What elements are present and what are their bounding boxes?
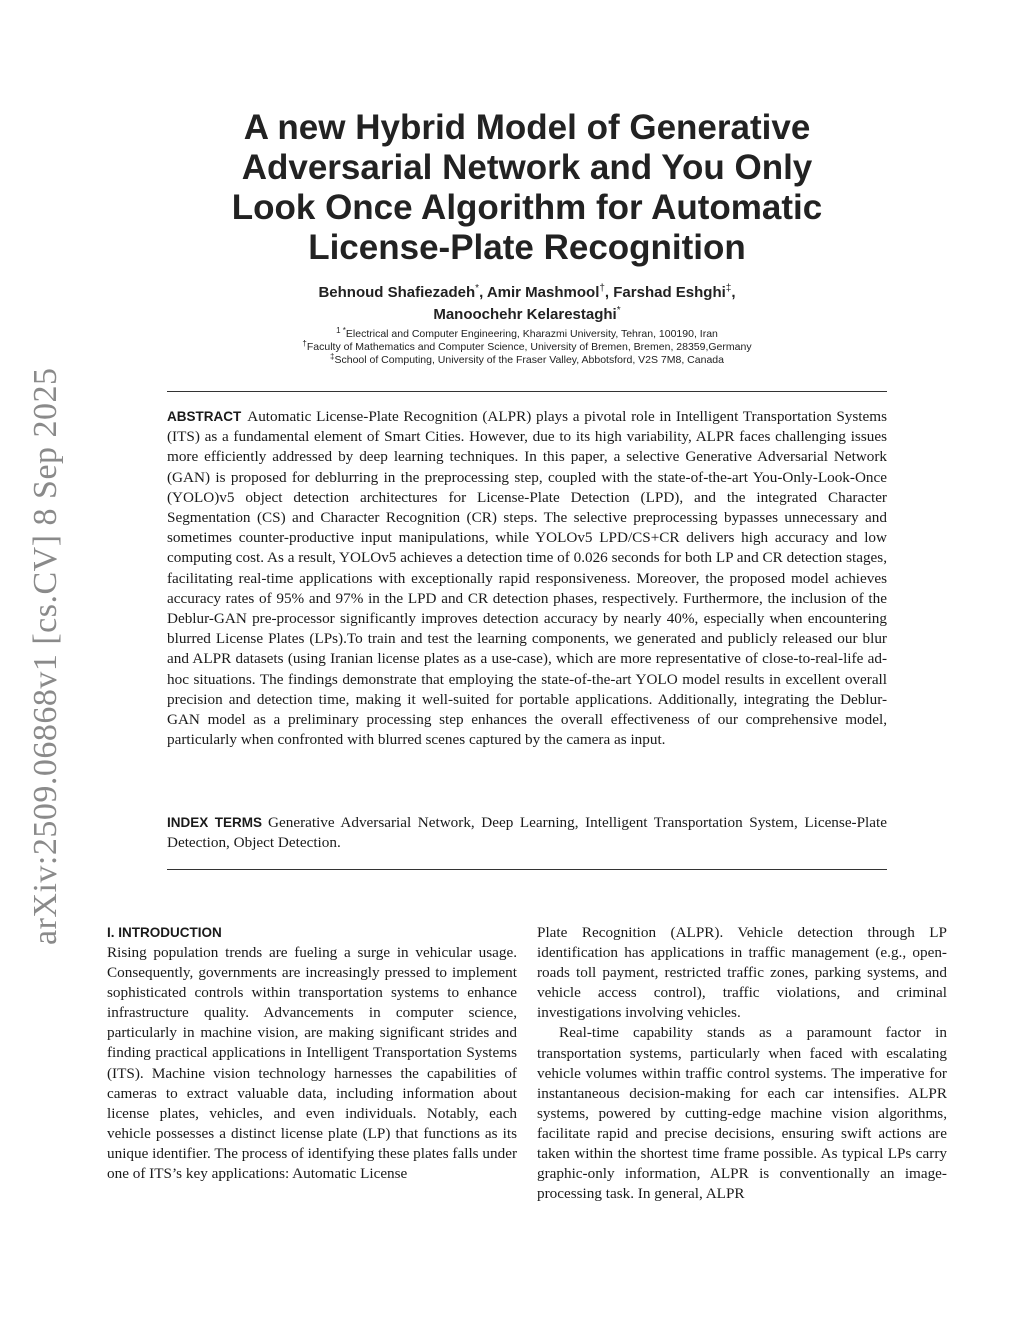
author-line-1 [180, 282, 874, 304]
affiliation-line [200, 328, 854, 341]
abstract-text: Automatic License-Plate Recognition (ALPR) plays a pivotal role in Intelligent Transportation Systems (ITS) as a fundamental element of Smart Cities. However, due to its high variability, ALPR faces challenging issues more efficiently addressed by deep learning techniques. In this paper, a selective Generative Adversarial Network (GAN) is proposed for deblurring in the preprocessing step, coupled with the state-of-the-art You-Only-Look-Once (YOLO)v5 object detection architectures for License-Plate Detection (LPD), and the integrated Character Segmentation (CS) and Character Recognition (CR) steps. The selective preprocessing bypasses unnecessary and sometimes counter-productive input manipulations, while YOLOv5 LPD/CS+CR delivers high accuracy and low computing cost. As a result, YOLOv5 achieves a detection time of 0.026 seconds for both LP and CR detection stages, facilitating real-time applications with exceptionally rapid responsiveness. Moreover, the proposed model achieves accuracy rates of 95% and 97% in the LPD and CR detection phases, respectively. Furthermore, the inclusion of the Deblur-GAN pre-processor significantly improves detection accuracy by nearly 40%, especially when encountering blurred License Plates (LPs).To train and test the learning components, we generated and publicly released our blur and ALPR datasets (using Iranian license plates as a use-case), which are more representative of close-to-real-life ad-hoc situations. The findings demonstrate that employing the state-of-the-art YOLO model results in excellent overall precision and detection time, making it well-suited for portable applications. Additionally, integrating the Deblur-GAN model as a preliminary processing step enhances the overall effectiveness of our comprehensive model, particularly when confronted with blurred scenes captured by the camera as input. [167, 408, 887, 749]
affiliation-mark: 1 * [336, 326, 346, 335]
affiliation-line [200, 354, 854, 367]
affiliation-mark: † [302, 339, 307, 348]
top-divider [167, 391, 887, 392]
arxiv-identifier-stamp: arXiv:2509.06868v1 [cs.CV] 8 Sep 2025 [27, 367, 64, 945]
title-line: Adversarial Network and You Only [241, 148, 813, 187]
body-paragraph: Plate Recognition (ALPR). Vehicle detection through LP identification has applications in traffic management (e.g., open-roads toll payment, restricted traffic zones, parking systems, and vehicle access control), traffic violations, and criminal investigations involving vehicles. [537, 924, 947, 1022]
title-line: A new Hybrid Model of Generative [243, 108, 811, 147]
author-name: Manoochehr Kelarestaghi [433, 306, 617, 323]
abstract-label: ABSTRACT [167, 409, 242, 424]
author-separator: , [479, 284, 487, 301]
body-paragraph: Rising population trends are fueling a surge in vehicular usage. Consequently, governments are increasingly pressed to implement sophisticated controls within transportation systems to enhance infrastructure quality. Advancements in computer science, particularly in machine vision, are making significant strides and finding practical applications in Intelligent Transportation Systems (ITS). Machine vision technology harnesses the capabilities of cameras to extract valuable data, including information about license plates, vehicles, and even individuals. Notably, each vehicle possesses a distinct license plate (LP) that functions as its unique identifier. The process of identifying these plates falls under one of ITS’s key applications: Automatic License [107, 944, 517, 1183]
author-name: Amir Mashmool [486, 284, 600, 301]
body-column-left [107, 923, 517, 1184]
affiliation-text: School of Computing, University of the Fraser Valley, Abbotsford, V2S 7M8, Canada [334, 354, 724, 366]
author-line-2 [180, 304, 874, 326]
affiliation-text: Electrical and Computer Engineering, Kharazmi University, Tehran, 100190, Iran [345, 328, 718, 340]
author-list [180, 282, 874, 326]
title-line: License-Plate Recognition [308, 228, 746, 267]
affiliation-mark: ‡ [725, 283, 732, 294]
author-name: Behnoud Shafiezadeh [318, 284, 476, 301]
index-terms [167, 813, 887, 853]
author-name: Farshad Eshghi [613, 284, 726, 301]
author-separator: , [604, 284, 614, 301]
affiliations [200, 328, 854, 367]
affiliation-mark: † [599, 283, 605, 294]
paper-title [180, 108, 874, 268]
section-heading-introduction: I. INTRODUCTION [107, 925, 222, 940]
affiliation-text: Faculty of Mathematics and Computer Science, University of Bremen, Bremen, 28359,Germany [306, 341, 752, 353]
body-column-right [537, 923, 947, 1204]
affiliation-line [200, 341, 854, 354]
body-paragraph: Real-time capability stands as a paramount factor in transportation systems, particularly when faced with escalating vehicle volumes within traffic control systems. The imperative for instantaneous decision-making for each car intensifies. ALPR systems, powered by cutting-edge machine vision algorithms, facilitate rapid and precise decisions, ensuring swift actions are taken within the shortest time frame possible. As typical LPs carry graphic-only information, ALPR is conventionally an image-processing task. In general, ALPR [537, 1024, 947, 1203]
index-terms-label: INDEX TERMS [167, 815, 263, 830]
affiliation-mark: * [475, 283, 480, 294]
abstract [167, 407, 887, 750]
author-separator: , [731, 284, 736, 301]
bottom-divider [167, 869, 887, 870]
affiliation-mark: * [616, 305, 621, 316]
index-terms-text: Generative Adversarial Network, Deep Learning, Intelligent Transportation System, License-Plate Detection, Object Detection. [167, 814, 887, 852]
title-line: Look Once Algorithm for Automatic [231, 188, 823, 227]
affiliation-mark: ‡ [330, 352, 335, 361]
